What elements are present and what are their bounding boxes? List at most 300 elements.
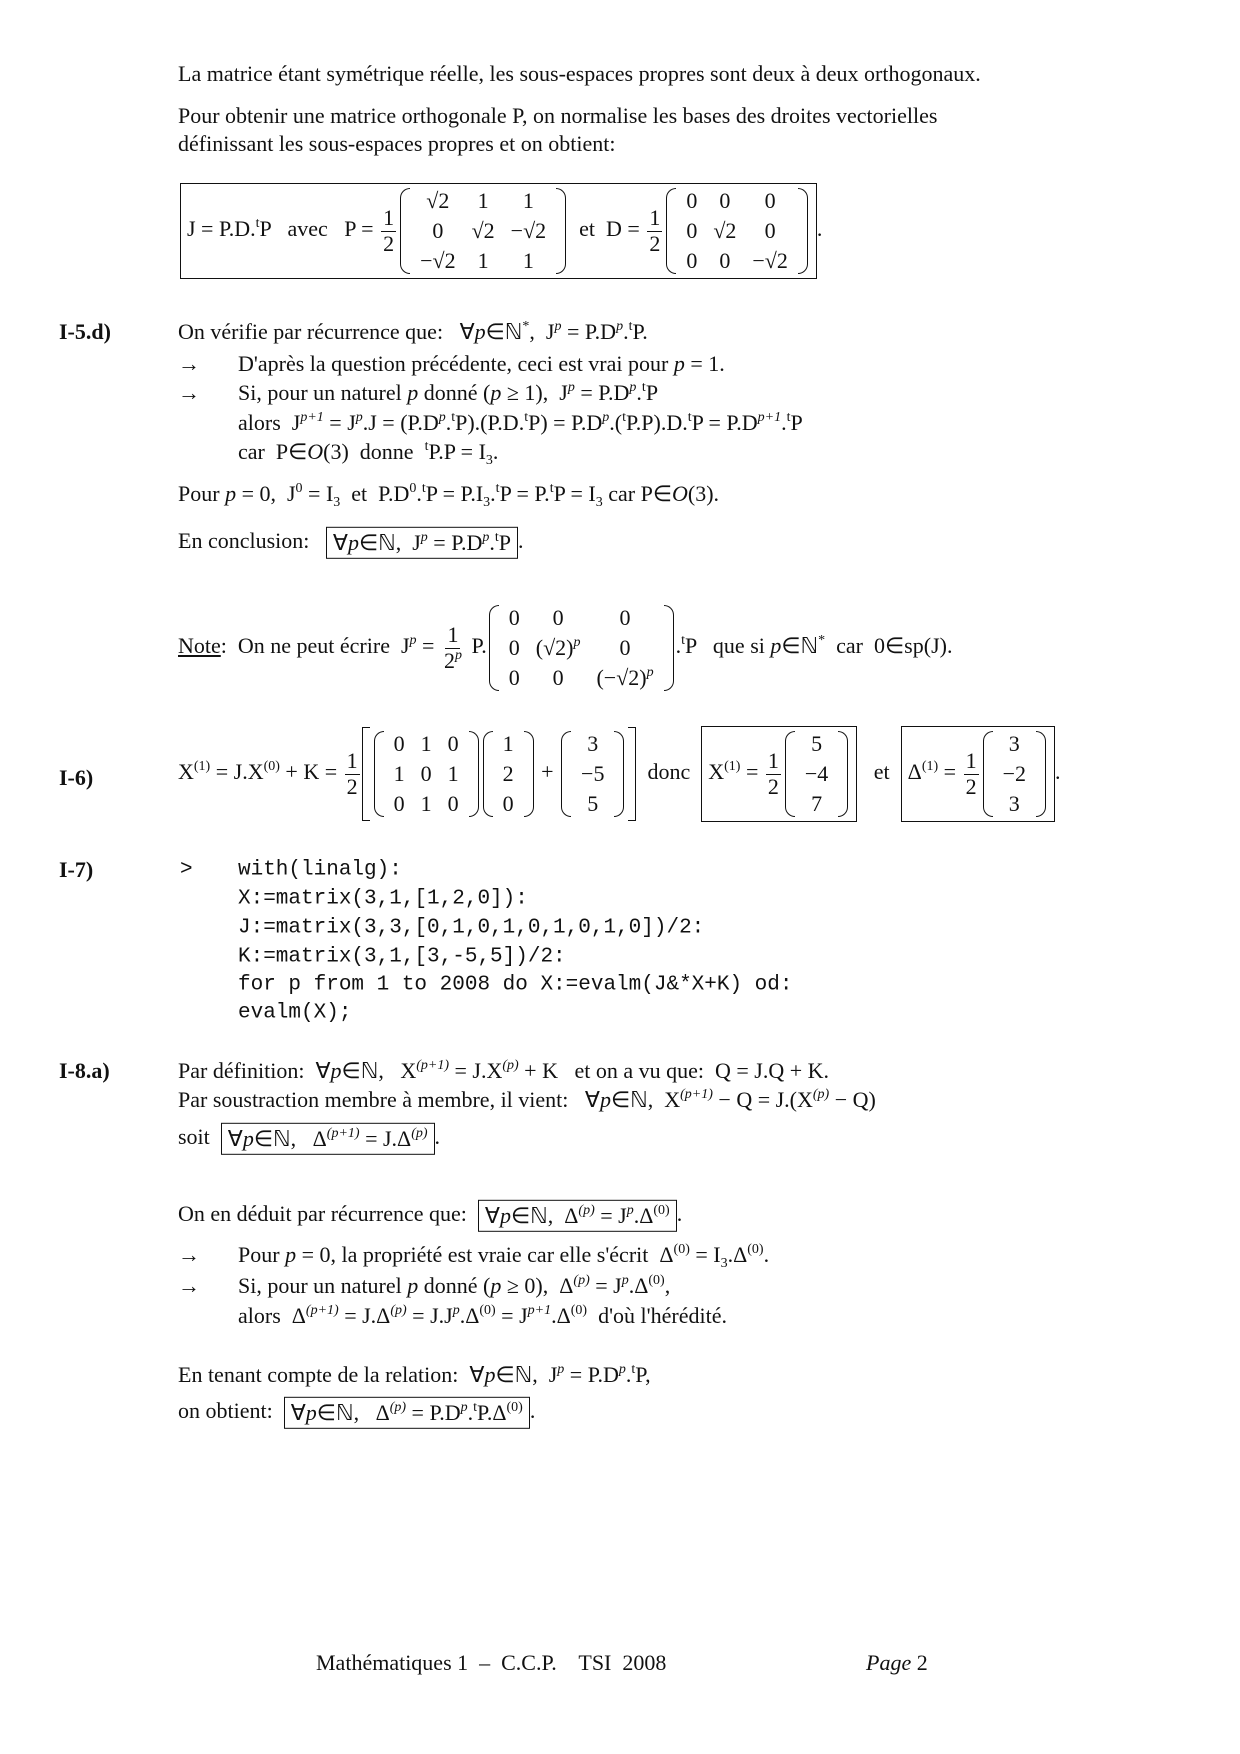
text: = P.D [574, 379, 630, 405]
text: . [489, 529, 495, 555]
text: 1 [767, 748, 779, 774]
superscript: t [622, 409, 626, 425]
superscript: t [421, 480, 426, 496]
denominator [345, 775, 360, 799]
superscript: p [409, 633, 417, 649]
numerator [345, 749, 360, 774]
arrow-icon: → [178, 350, 200, 376]
text: .Δ [727, 1241, 748, 1267]
matrix-entry [503, 186, 554, 216]
text: Pour [238, 1241, 286, 1267]
matrix [374, 729, 479, 819]
text: donc [636, 759, 702, 785]
math-variable: p [499, 1202, 511, 1228]
text: 2 [346, 773, 358, 799]
text: Par soustraction membre à membre, il vient: ∀ [178, 1086, 600, 1112]
code-line: J:=matrix(3,3,[0,1,0,1,0,1,0,1,0])/2: [238, 916, 705, 940]
text-line [178, 1200, 682, 1232]
text: + K et on a vu que: Q = J.Q + K. [518, 1057, 830, 1083]
text: ∈ℕ [781, 633, 819, 659]
text: 3 [1008, 790, 1020, 816]
text: Par définition: ∀ [178, 1057, 331, 1083]
text: = J.J [406, 1302, 453, 1328]
text: 0 [447, 730, 459, 756]
text: = [938, 759, 962, 785]
subscript: 3 [333, 494, 341, 510]
text: P.Δ [477, 1399, 507, 1425]
text: En tenant compte de la relation: ∀ [178, 1361, 485, 1387]
matrix [785, 729, 848, 819]
text: 1 [346, 748, 358, 774]
text: + [535, 759, 560, 785]
text: 0 [447, 790, 459, 816]
text: En conclusion: [178, 528, 326, 554]
numerator [964, 749, 979, 774]
text: . [676, 1201, 683, 1227]
text: = 0, J [236, 480, 296, 506]
text: . [416, 480, 422, 506]
text: ∈ℕ [485, 318, 523, 344]
superscript: 0 [295, 480, 303, 496]
superscript: t [687, 409, 692, 425]
superscript: p [438, 409, 446, 425]
conclusion-line [178, 527, 524, 559]
superscript: (1) [921, 759, 939, 775]
text: P que si [685, 633, 771, 659]
text: = P.D [406, 1399, 461, 1425]
subscript: 3 [595, 494, 603, 510]
superscript: t [628, 318, 633, 334]
text: Pour obtenir une matrice orthogonale P, on normalise les bases des droites vectorielles [178, 102, 938, 128]
text: .( [609, 409, 623, 435]
matrix-entry [528, 603, 589, 633]
matrix-entry [995, 759, 1034, 789]
fraction [345, 749, 360, 798]
text: 3 [1008, 730, 1020, 756]
superscript: p [420, 529, 428, 545]
superscript: (0) [479, 1302, 496, 1318]
text: √2 [426, 187, 450, 213]
superscript: p [460, 1399, 468, 1415]
text: . [781, 409, 787, 435]
text: = 1. [684, 350, 725, 376]
code-line: K:=matrix(3,1,[3,-5,5])/2: [238, 945, 566, 969]
math-variable: p [225, 480, 237, 506]
superscript: (p) [573, 1272, 590, 1288]
text: d'où l'hérédité. [587, 1302, 727, 1328]
text: car P∈ [238, 438, 308, 464]
text: Pour [178, 480, 226, 506]
superscript: (0) [648, 1272, 665, 1288]
text: ≥ 0), Δ [501, 1272, 574, 1298]
maple-prompt: > [180, 858, 193, 882]
superscript: (p) [578, 1202, 595, 1218]
text: ∀ [332, 529, 348, 555]
text: −√2 [752, 247, 788, 273]
text: . [763, 1241, 770, 1267]
text: . [529, 1398, 536, 1424]
code-line: evalm(X); [238, 1001, 352, 1025]
math-variable: p [490, 379, 502, 405]
subscript: 3 [720, 1255, 728, 1271]
intro-line [178, 61, 981, 87]
text: ∈ℕ, Δ [253, 1125, 327, 1151]
matrix-entry [440, 759, 467, 789]
superscript: t [681, 633, 686, 649]
superscript: p [616, 318, 624, 334]
matrix-entry [705, 216, 744, 246]
boxed-formula-J-PDtP [180, 183, 822, 279]
matrix-entry [995, 789, 1034, 819]
matrix-entry [386, 729, 413, 759]
text-line [238, 1303, 727, 1329]
text: 0 [502, 790, 514, 816]
text: et D = [568, 216, 646, 242]
matrix-entry [678, 246, 705, 276]
text: car 0∈sp(J). [825, 633, 953, 659]
section-label: I-5.d) [59, 319, 111, 344]
superscript: (0) [653, 1202, 670, 1218]
superscript: (1) [193, 759, 211, 775]
code-line: with(linalg): [238, 858, 402, 882]
matrix-entry [464, 246, 503, 276]
superscript: t [495, 480, 500, 496]
fraction [964, 749, 979, 798]
text: = J [594, 1202, 627, 1228]
superscript: t [524, 409, 529, 425]
matrix [489, 603, 674, 693]
text: 0 [619, 604, 631, 630]
matrix-entry [413, 759, 440, 789]
fraction [442, 623, 464, 672]
superscript: (p+1) [680, 1086, 713, 1102]
text: On en déduit par récurrence que: [178, 1201, 478, 1227]
text: 0 [719, 247, 731, 273]
matrix-entry [995, 729, 1034, 759]
text-line [238, 410, 803, 436]
subscript: 3 [485, 452, 493, 468]
text: = J [495, 1302, 528, 1328]
text: , [664, 1272, 671, 1298]
text: 0 [508, 634, 520, 660]
text: = P.D [564, 1361, 619, 1387]
text: 1 [477, 247, 489, 273]
text: 0 [552, 664, 564, 690]
superscript: 0 [409, 480, 417, 496]
text-line [238, 438, 499, 468]
text: + K = [279, 759, 343, 785]
text: P).(P.D. [455, 409, 525, 435]
superscript: t [424, 438, 429, 454]
text: 0 [552, 604, 564, 630]
text: 0 [686, 247, 698, 273]
superscript: t [494, 529, 499, 545]
text-line [178, 1362, 651, 1388]
superscript: p [454, 647, 462, 663]
matrix-entry [503, 246, 554, 276]
intro-line [178, 103, 937, 129]
footer-title: Mathématiques 1 – C.C.P. TSI 2008 [316, 1649, 667, 1675]
matrix-entry [588, 633, 661, 663]
text: .Δ [459, 1302, 480, 1328]
text-line [178, 1058, 829, 1084]
matrix-entry [573, 759, 612, 789]
superscript: p [629, 379, 637, 395]
text: ∀ [290, 1399, 306, 1425]
text: = J [589, 1272, 622, 1298]
matrix-entry [705, 246, 744, 276]
text: . [467, 1399, 474, 1425]
matrix [666, 186, 808, 276]
matrix-entry [501, 663, 528, 693]
math-variable: p [599, 1086, 611, 1112]
matrix-entry [413, 789, 440, 819]
text: Δ [907, 759, 922, 785]
matrix-entry [440, 729, 467, 759]
text: −√2 [420, 247, 456, 273]
square-brackets [362, 727, 637, 821]
superscript: (p) [390, 1302, 407, 1318]
text: X [708, 759, 725, 785]
math-variable: O [307, 438, 324, 464]
denominator [647, 232, 662, 256]
superscript: p [573, 634, 581, 650]
math-variable: p [407, 1272, 419, 1298]
text: Si, pour un naturel [238, 1272, 408, 1298]
matrix-entry [464, 216, 503, 246]
numerator [381, 206, 396, 231]
superscript: t [631, 1361, 636, 1377]
text: 1 [502, 730, 514, 756]
text-line [178, 1397, 535, 1429]
text: .Δ [628, 1272, 649, 1298]
text-line [238, 1241, 770, 1271]
text: P = P.D [691, 409, 758, 435]
text: on obtient: [178, 1398, 284, 1424]
text: . [1055, 759, 1061, 785]
math-variable: p [484, 1361, 496, 1387]
text: P [790, 409, 803, 435]
numerator [445, 623, 460, 648]
text: P.P).D. [625, 409, 688, 435]
matrix-entry [797, 789, 836, 819]
superscript: p+1 [527, 1302, 552, 1318]
code-line: for p from 1 to 2008 do X:=evalm(J&*X+K) od: [238, 973, 793, 997]
superscript: p [567, 379, 575, 395]
text: 2 [443, 647, 455, 673]
text: 0 [686, 217, 698, 243]
text: ≥ 1), J [501, 379, 568, 405]
text: = P.D [561, 318, 617, 344]
text: et P.D [340, 480, 410, 506]
matrix-entry [386, 759, 413, 789]
text: = 0, la propriété est vraie car elle s'écrit Δ [296, 1241, 674, 1267]
superscript: (p) [502, 1057, 519, 1073]
matrix-entry [413, 729, 440, 759]
matrix-entry [705, 186, 744, 216]
matrix [400, 186, 566, 276]
boxed-result [901, 726, 1055, 822]
matrix-entry [412, 246, 463, 276]
text: − Q) [829, 1086, 876, 1112]
matrix-entry [797, 759, 836, 789]
superscript: p [618, 1361, 626, 1377]
math-variable: p [407, 379, 419, 405]
text: , J [529, 318, 555, 344]
numerator [766, 749, 781, 774]
text: = [740, 759, 764, 785]
superscript: * [522, 318, 530, 334]
text: 0 [764, 187, 776, 213]
text: 0 [393, 790, 405, 816]
matrix [561, 729, 624, 819]
text: = J.Δ [338, 1302, 391, 1328]
text: √2 [471, 217, 495, 243]
text: 2 [649, 230, 661, 256]
superscript: (p+1) [416, 1057, 449, 1073]
text: P [498, 529, 512, 555]
text: car P∈ [602, 480, 672, 506]
intro-line [178, 131, 615, 157]
text: . [636, 379, 642, 405]
superscript: p [646, 664, 654, 680]
math-variable: p [330, 1057, 342, 1083]
text: = J.Δ [359, 1125, 412, 1151]
math-variable: p [673, 350, 685, 376]
page-label: Page [866, 1649, 912, 1675]
text: ∀ [484, 1202, 500, 1228]
matrix-entry [744, 186, 795, 216]
text: Si, pour un naturel [238, 379, 408, 405]
math-variable: p [770, 633, 782, 659]
superscript: t [641, 379, 646, 395]
superscript: p [626, 1202, 634, 1218]
matrix-entry [503, 216, 554, 246]
superscript: (p) [411, 1125, 428, 1141]
text: 3 [587, 730, 599, 756]
superscript: t [473, 1399, 478, 1415]
text: alors Δ [238, 1302, 306, 1328]
text: 0 [508, 604, 520, 630]
text: ∈ℕ, J [358, 529, 421, 555]
math-variable: p [347, 529, 359, 555]
text: 1 [420, 790, 432, 816]
text: 1 [477, 187, 489, 213]
text: . [623, 318, 629, 344]
text: 2 [383, 230, 395, 256]
text: .Δ [633, 1202, 654, 1228]
text: P, [635, 1361, 651, 1387]
text: 0 [508, 664, 520, 690]
superscript: * [818, 633, 826, 649]
text: (√2) [535, 634, 574, 660]
text: ∈ℕ, X [610, 1086, 681, 1112]
matrix-entry [386, 789, 413, 819]
text: P = P. [499, 480, 550, 506]
superscript: p [621, 1272, 629, 1288]
matrix-entry [573, 789, 612, 819]
text: soit [178, 1124, 221, 1150]
text: −4 [804, 760, 829, 786]
text: donné ( [418, 379, 491, 405]
text-line [178, 1087, 876, 1113]
denominator [964, 775, 979, 799]
denominator [442, 649, 464, 673]
matrix-entry [744, 216, 795, 246]
text: = I [689, 1241, 721, 1267]
boxed-result [326, 527, 518, 559]
text: P. [465, 633, 487, 659]
underlined-label: Note [178, 633, 221, 659]
text: = J.X [448, 1057, 503, 1083]
text: 5 [811, 730, 823, 756]
text-line [178, 480, 720, 510]
math-variable: p [242, 1125, 254, 1151]
superscript: (0) [263, 759, 280, 775]
matrix-entry [744, 246, 795, 276]
text: (−√2) [596, 664, 647, 690]
text: P avec P = [259, 216, 380, 242]
boxed-result [221, 1123, 435, 1155]
math-variable: p [285, 1241, 297, 1267]
text: . [490, 480, 496, 506]
text: = J.X [210, 759, 264, 785]
text: 0 [686, 187, 698, 213]
arrow-icon: → [178, 1241, 200, 1267]
text: −√2 [510, 217, 547, 243]
matrix-entry [678, 186, 705, 216]
denominator [381, 232, 396, 256]
matrix-entry [440, 789, 467, 819]
text: = [416, 633, 440, 659]
boxed-result [180, 183, 817, 279]
text: −5 [581, 760, 605, 786]
matrix-entry [412, 216, 463, 246]
superscript: (1) [724, 759, 741, 775]
text: ∀ [227, 1125, 243, 1151]
text: (3) donne [323, 438, 425, 464]
matrix-entry [495, 789, 522, 819]
text: 5 [587, 790, 599, 816]
superscript: (p) [812, 1086, 830, 1102]
arrow-icon: → [178, 1272, 200, 1298]
section-label: I-8.a) [59, 1058, 110, 1083]
matrix-entry [495, 729, 522, 759]
text: X [178, 759, 194, 785]
text-line [178, 319, 648, 345]
fraction [647, 206, 662, 255]
matrix [983, 729, 1046, 819]
text: P.P = I [428, 438, 486, 464]
math-variable: p [474, 318, 486, 344]
fraction [381, 206, 396, 255]
text: P [645, 379, 659, 405]
text: −2 [1002, 760, 1026, 786]
boxed-result [284, 1397, 530, 1429]
text: 2 [767, 773, 779, 799]
superscript: (0) [747, 1241, 764, 1257]
text: 0 [420, 760, 432, 786]
text: donné ( [418, 1272, 491, 1298]
text: ∈ℕ, Δ [316, 1399, 390, 1425]
formula-line [178, 726, 1061, 822]
text: La matrice étant symétrique réelle, les sous-espaces propres sont deux à deux orthogonaux. [178, 60, 981, 86]
note-line [178, 603, 952, 693]
math-variable: p [490, 1272, 502, 1298]
text: et [857, 759, 901, 785]
text: 1 [383, 205, 395, 231]
text: . [445, 409, 452, 435]
